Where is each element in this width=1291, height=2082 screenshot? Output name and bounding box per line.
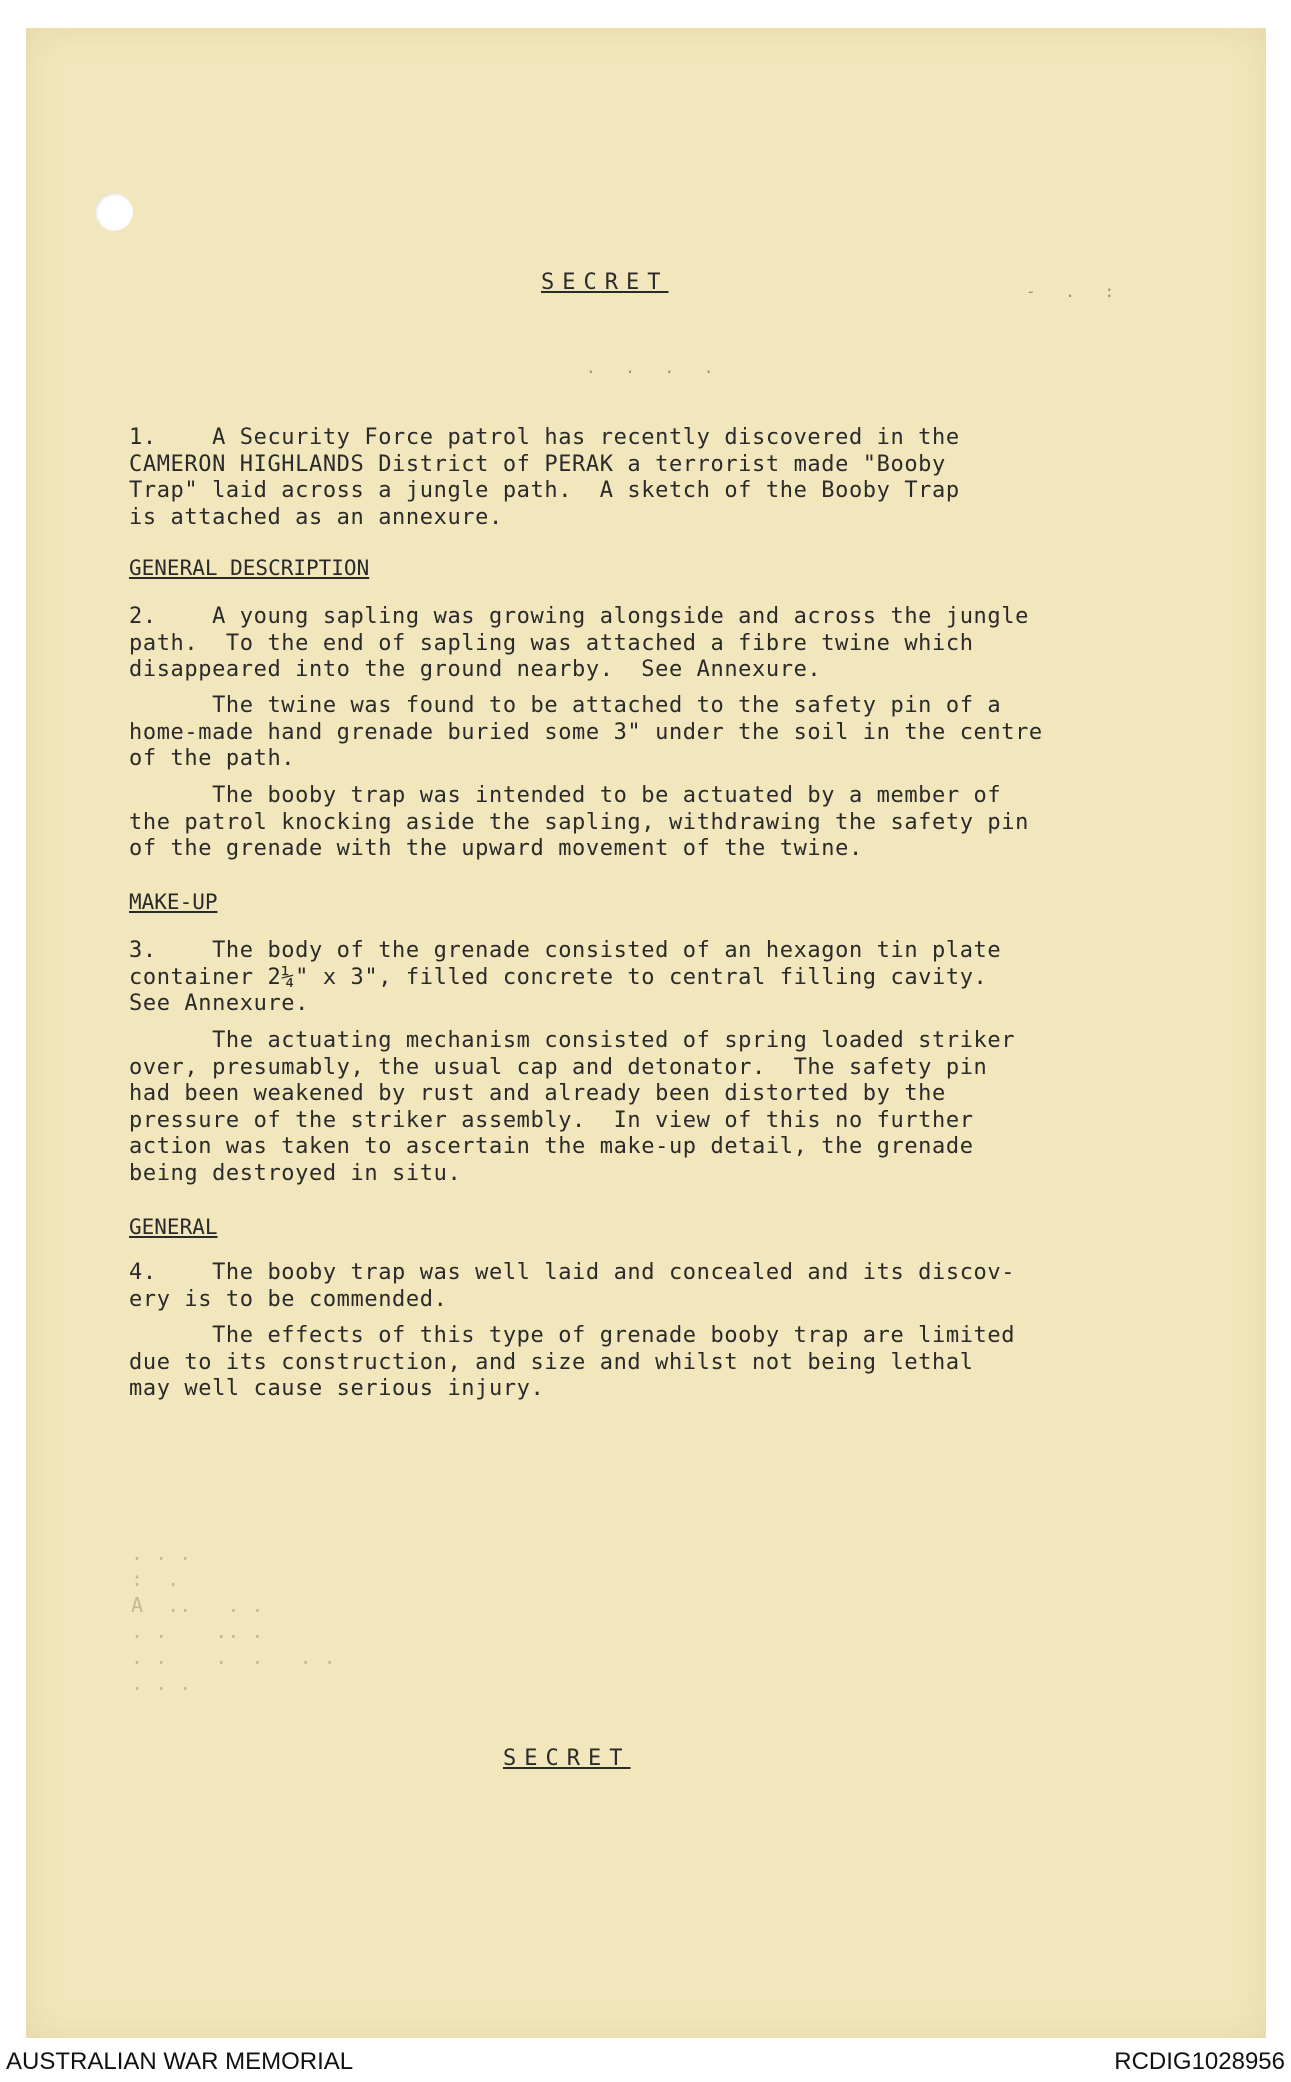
paragraph-1: 1. A Security Force patrol has recently discovered in the CAMERON HIGHLANDS District of PERAK a terrorist made "Booby Trap" laid across a jungle path. A sketch of the Booby Trap is attached as an annexure. [129, 425, 960, 530]
paragraph-2a: 2. A young sapling was growing alongside and across the jungle path. To the end of sapling was attached a fibre twine which disappeared into the ground nearby. See Annexure. [129, 604, 1029, 682]
document-sheet [26, 28, 1266, 2038]
security-classification-top: SECRET [541, 270, 669, 295]
heading-make-up: MAKE-UP [129, 890, 218, 914]
faded-distribution-list: . . . : . A .. . . . . .. . . . . . . . . . . [131, 1541, 336, 1695]
paragraph-2c: The booby trap was intended to be actuated by a member of the patrol knocking aside the sapling, withdrawing the safety pin of the grenade with the upward movement of the twine. [129, 783, 1029, 861]
archive-credit: AUSTRALIAN WAR MEMORIAL [6, 2048, 354, 2075]
punch-hole [95, 193, 133, 231]
paragraph-3a: 3. The body of the grenade consisted of an hexagon tin plate container 2¼" x 3", filled concrete to central filling cavity. See Annexure. [129, 938, 1002, 1016]
heading-general: GENERAL [129, 1215, 218, 1239]
paragraph-3b: The actuating mechanism consisted of spring loaded striker over, presumably, the usual cap and detonator. The safety pin had been weakened by rust and already been distorted by the pressure of the striker assembly. In view of this no further action was taken to ascertain the make-up detail, the grenade being destroyed in situ. [129, 1028, 1016, 1186]
paper-speck: ‐ . : [1026, 282, 1125, 301]
heading-general-description: GENERAL DESCRIPTION [129, 556, 370, 580]
paragraph-4a: 4. The booby trap was well laid and concealed and its discov- ery is to be commended. [129, 1260, 1016, 1312]
archive-record-id: RCDIG1028956 [1114, 2048, 1285, 2075]
security-classification-bottom: SECRET [503, 1746, 631, 1771]
paragraph-4b: The effects of this type of grenade booby trap are limited due to its construction, and size and whilst not being lethal may well cause serious injury. [129, 1323, 1016, 1401]
paper-speck: . . . . [586, 358, 724, 377]
paragraph-2b: The twine was found to be attached to the safety pin of a home-made hand grenade buried some 3" under the soil in the centre of the path. [129, 693, 1043, 771]
